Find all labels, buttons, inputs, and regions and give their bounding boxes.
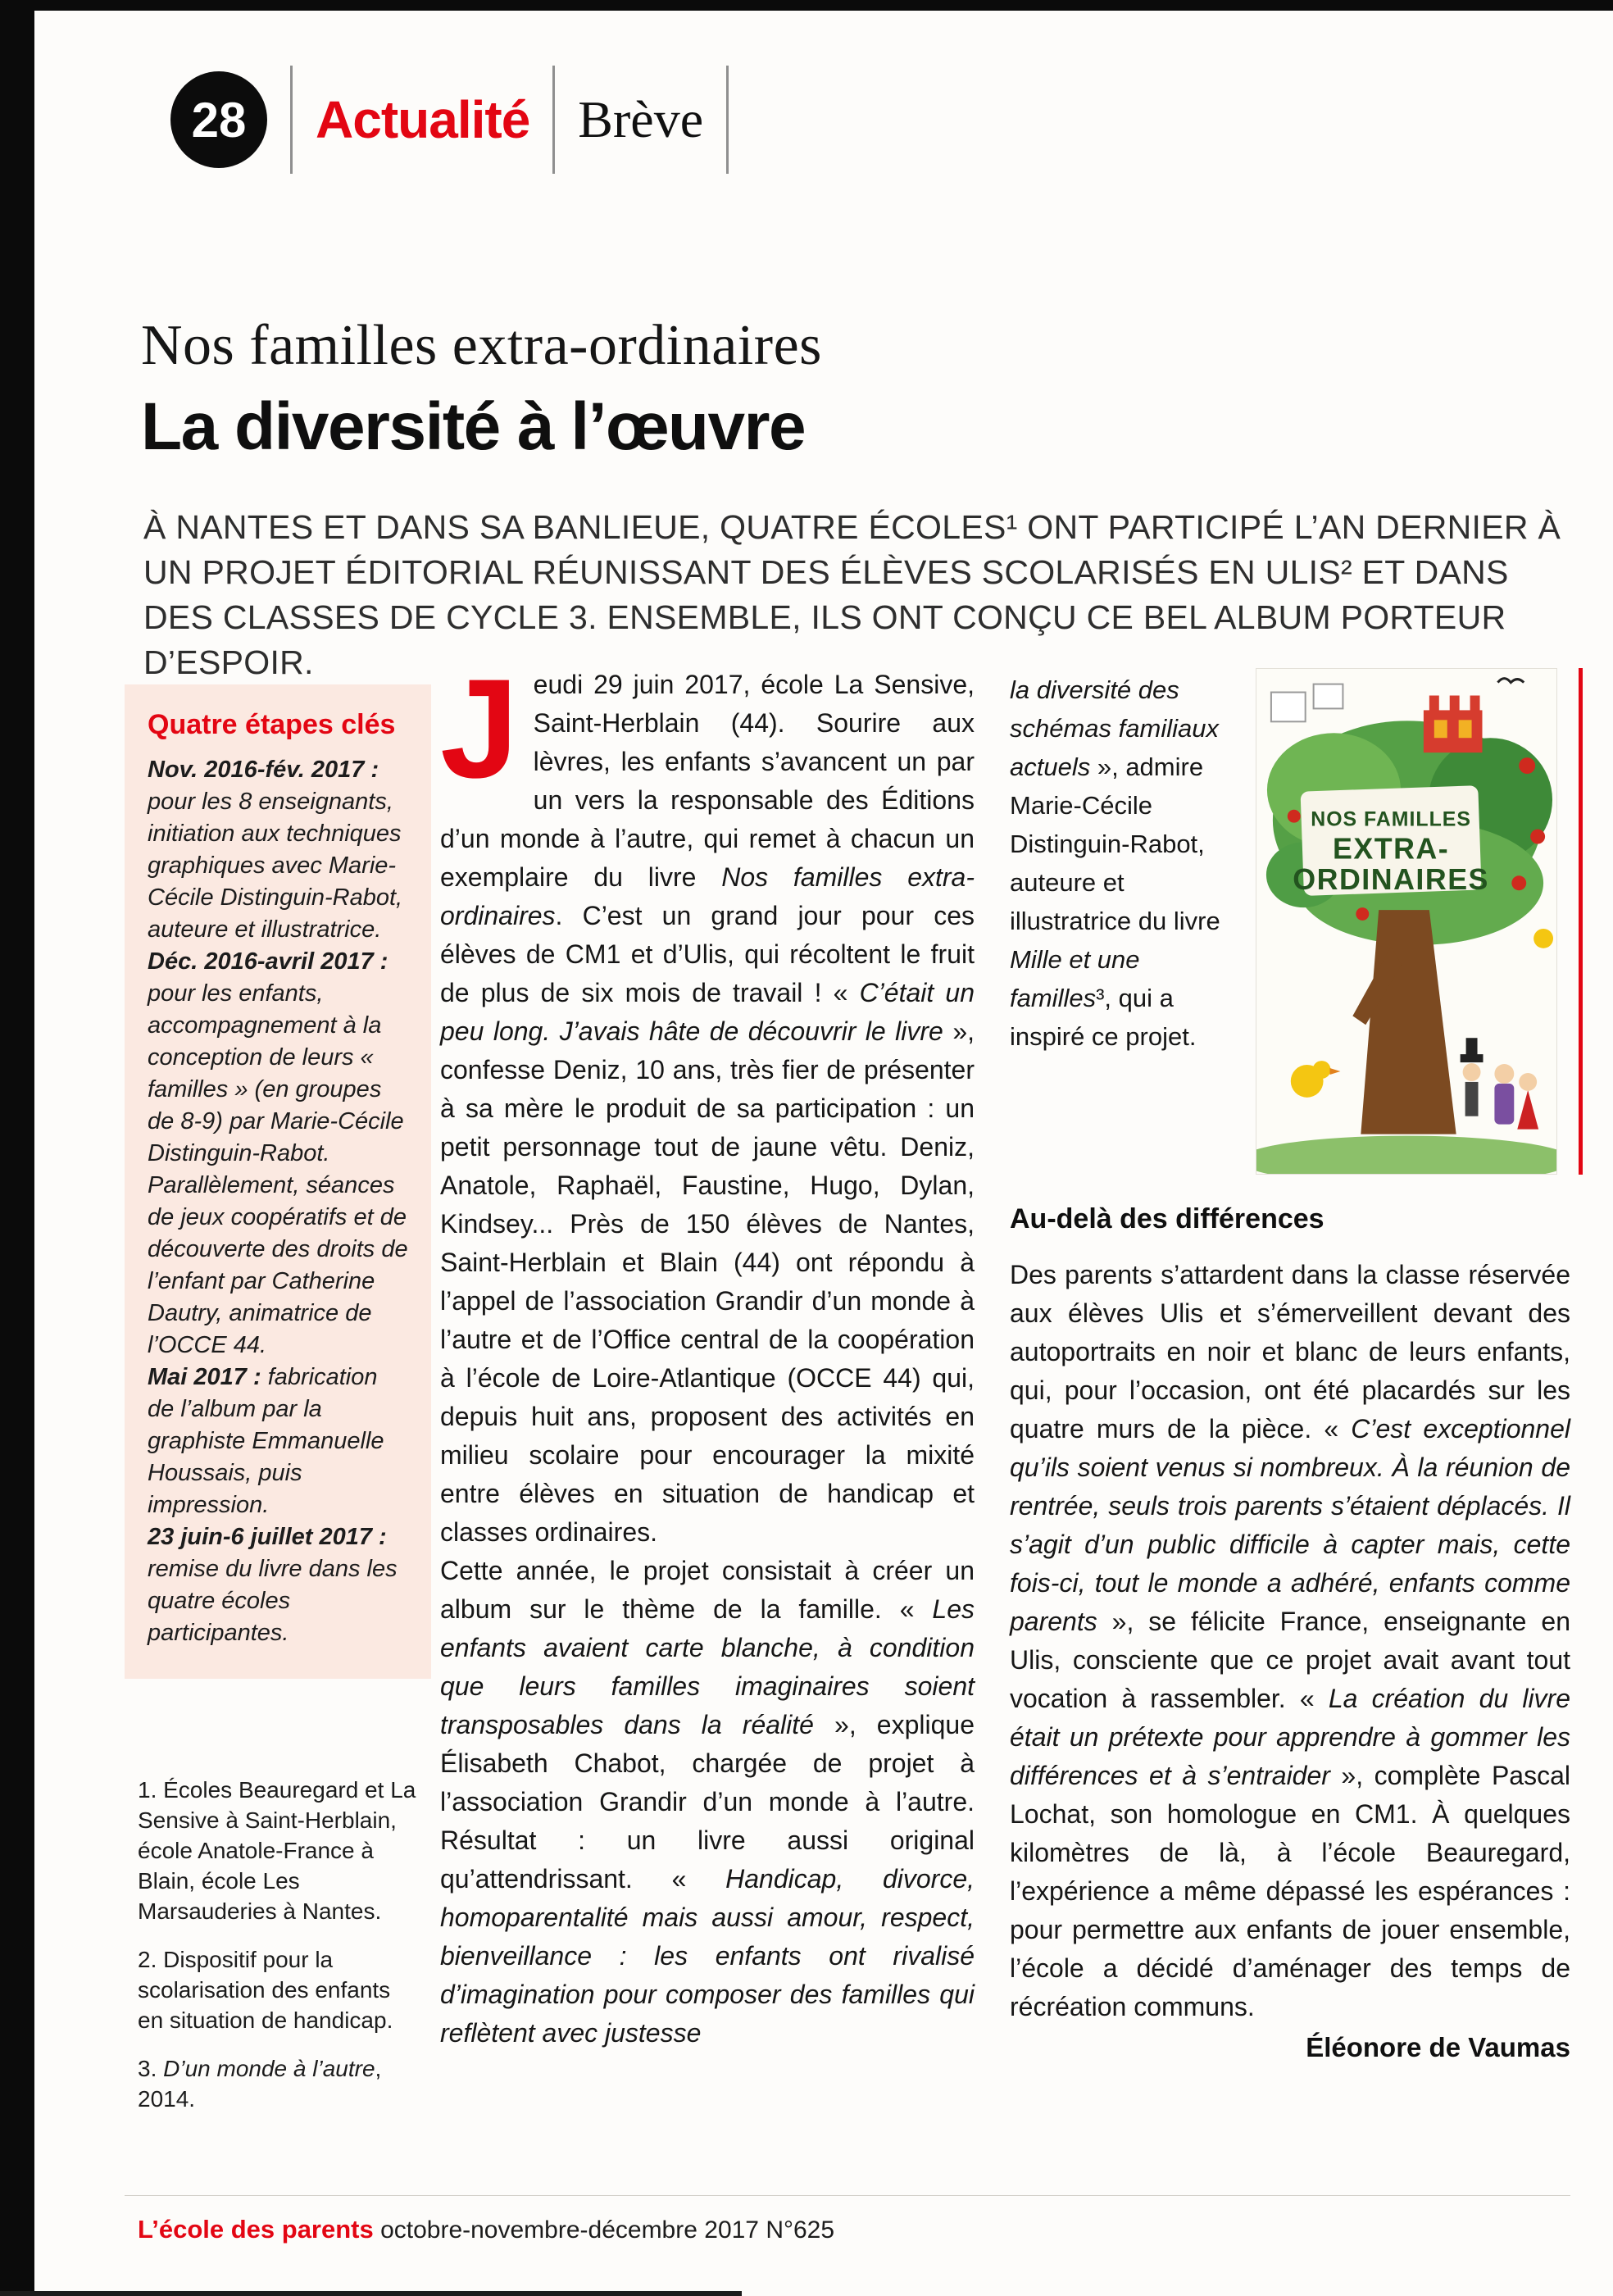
header-divider	[552, 66, 555, 174]
article-paragraph: Cette année, le projet consistait à créer un album sur le thème de la famille. « Les enfants avaient carte blanche, à condition que leurs familles imaginaires soient transposables dans la réalité », explique Élisabeth Chabot, chargée de projet à l’association Grandir d’un monde à l’autre. Résultat : un livre aussi original qu’attendrissant. « Handicap, divorce, homoparentalité mais aussi amour, respect, bienveillance : les enfants ont rivalisé d’imagination pour composer des familles qui reflètent avec justesse	[440, 1556, 975, 2048]
sidebar-title: Quatre étapes clés	[148, 709, 396, 740]
article-column-narrow: la diversité des schémas familiaux actuels », admire Marie-Cécile Distinguin-Rabot, auteure et illustratrice du livre Mille et une familles³, qui a inspiré ce projet.	[1010, 675, 1220, 1051]
headline-block	[141, 313, 822, 466]
drop-cap: J	[440, 650, 519, 807]
issue-info: octobre-novembre-décembre 2017 N°625	[373, 2216, 835, 2244]
section-label: Actualité	[316, 90, 530, 149]
footnote-3: 3. D’un monde à l’autre, 2014.	[138, 2056, 382, 2112]
scan-edge-bottom	[0, 2291, 742, 2296]
sidebar-entry	[148, 946, 410, 1362]
article-column-right	[1010, 1256, 1570, 2066]
footnote-2: 2. Dispositif pour la scolarisation des enfants en situation de handicap.	[138, 1947, 393, 2033]
book-cover-art	[1256, 669, 1556, 1174]
sidebar-entry	[148, 1362, 410, 1521]
footer-rule	[125, 2195, 1570, 2196]
article-column-main	[440, 650, 975, 2053]
red-rule	[1579, 668, 1583, 1175]
paragraph-text: eudi 29 juin 2017, école La Sensive, Saint-Herblain (44). Sourire aux lèvres, les enfants s’avancent un par un vers la responsable des Éditions d’un monde à l’autre, qui remet à chacun un exemplaire du livre Nos familles extra-ordinaires. C’est un grand jour pour ces élèves de CM1 et d’Ulis, qui récoltent le fruit de plus de six mois de travail ! « C’était un peu long. J’avais hâte de découvrir le livre », confesse Deniz, 10 ans, très fier de présenter à sa mère le produit de sa participation : un petit personnage tout de jaune vêtu. Deniz, Anatole, Raphaël, Faustine, Hugo, Dylan, Kindsey... Près de 150 élèves de Nantes, Saint-Herblain et Blain (44) ont répondu à l’appel de l’association Grandir d’un monde à l’autre et de l’Office central de la coopération à l’école de Loire-Atlantique (OCCE 44) qui, depuis huit ans, proposent des activités en milieu scolaire pour encourager la mixité entre élèves en situation de handicap et classes ordinaires.	[440, 670, 975, 1547]
sidebar-entry-text: remise du livre dans les quatre écoles participantes.	[148, 1556, 398, 1646]
article-paragraph: Des parents s’attardent dans la classe réservée aux élèves Ulis et s’émerveillent devant des autoportraits en noir et blanc de leurs enfants, qui, pour l’occasion, ont été placardés sur les quatre murs de la pièce. « C’est exceptionnel qu’ils soient venus si nombreux. À la réunion de rentrée, seuls trois parents s’étaient déplacés. Il s’agit d’un public difficile à capter mais, cette fois-ci, tout le monde a adhéré, enfants comme parents », se félicite France, enseignante en Ulis, consciente que ce projet avait avant tout vocation à rassembler. « La création du livre était un prétexte pour apprendre à gommer les différences et à s’entraider », complète Pascal Lochat, son homologue en CM1. À quelques kilomètres de là, à l’école Beauregard, l’expérience a même dépassé les espérances : pour permettre aux enfants de jouer ensemble, l’école a décidé d’aménager des temps de récréation communs.	[1010, 1260, 1571, 2021]
header-divider	[726, 66, 729, 174]
book-cover-illustration	[1256, 668, 1557, 1175]
sidebar-entry-text: fabrication de l’album par la graphiste Emmanuelle Houssais, puis impression.	[148, 1364, 384, 1518]
key-steps-box	[125, 684, 431, 1679]
cover-title-line-3: ORDINAIRES	[1293, 863, 1489, 897]
sidebar-entry-date: Mai 2017 :	[148, 1364, 261, 1390]
sidebar-entry-date: Nov. 2016-fév. 2017 :	[148, 757, 379, 783]
footnote-1: 1. Écoles Beauregard et La Sensive à Saint-Herblain, école Anatole-France à Blain, école Les Marsauderies à Nantes.	[138, 1777, 416, 1924]
magazine-name: L’école des parents	[138, 2215, 374, 2244]
header-divider	[290, 66, 293, 174]
article-title: La diversité à l’œuvre	[141, 389, 806, 464]
subsection-label: Brève	[578, 90, 704, 148]
sidebar-entry	[148, 1521, 410, 1649]
scan-edge-top	[0, 0, 1613, 11]
page-number-badge: 28	[170, 71, 267, 168]
article-kicker: Nos familles extra-ordinaires	[141, 314, 822, 377]
sidebar-entry-text: pour les 8 enseignants, initiation aux techniques graphiques avec Marie-Cécile Distinguin-Rabot, auteure et illustratrice.	[148, 789, 403, 943]
sidebar-entry-text: pour les enfants, accompagnement à la conception de leurs « familles » (en groupes de 8-9) par Marie-Cécile Distinguin-Rabot. Parallèlement, séances de jeux coopératifs et de découverte des droits de l’enfant par Catherine Dautry, animatrice de l’OCCE 44.	[148, 980, 408, 1358]
footnotes	[138, 1775, 420, 2132]
scan-edge-left	[0, 0, 34, 2296]
section-subhead: Au-delà des différences	[1010, 1203, 1324, 1234]
cover-title-line-2: EXTRA-	[1333, 832, 1450, 866]
sidebar-entry-date: 23 juin-6 juillet 2017 :	[148, 1524, 387, 1550]
article-paragraph	[440, 650, 975, 1552]
page-footer	[138, 2215, 834, 2244]
cover-castle	[1424, 696, 1483, 753]
cover-grass	[1256, 1136, 1556, 1174]
standfirst: À NANTES ET DANS SA BANLIEUE, QUATRE ÉCOLES¹ ONT PARTICIPÉ L’AN DERNIER À UN PROJET ÉDITORIAL RÉUNISSANT DES ÉLÈVES SCOLARISÉS EN ULIS² ET DANS DES CLASSES DE CYCLE 3. ENSEMBLE, ILS ONT CONÇU CE BEL ALBUM PORTEUR D’ESPOIR.	[143, 508, 1561, 681]
page-header	[170, 66, 752, 174]
sidebar-entry	[148, 754, 410, 946]
byline: Éléonore de Vaumas	[1306, 2032, 1570, 2062]
cover-title-line-1: NOS FAMILLES	[1311, 807, 1471, 831]
sidebar-entry-date: Déc. 2016-avril 2017 :	[148, 948, 388, 975]
